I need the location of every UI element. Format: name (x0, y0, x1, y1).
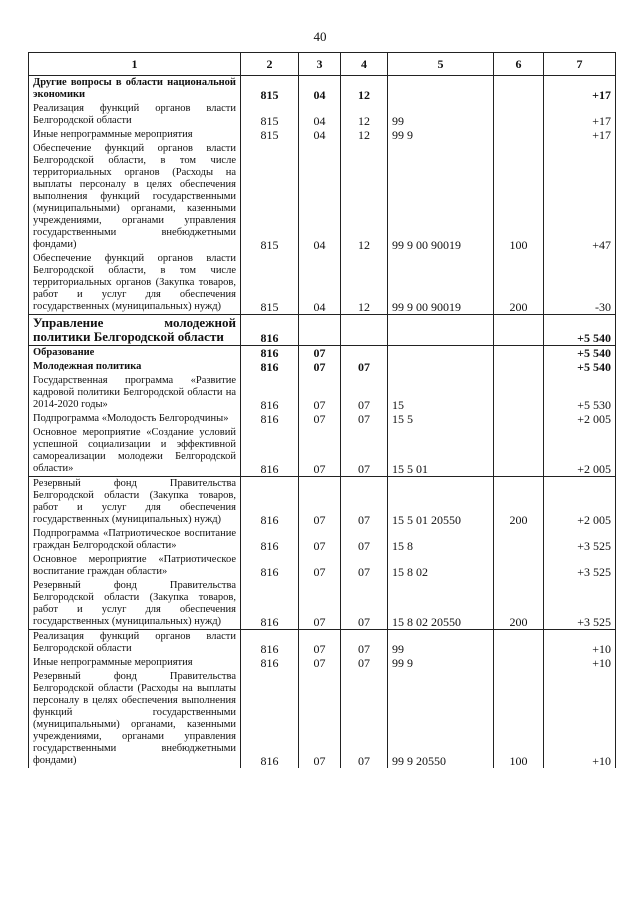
row-c2-cell: 816 (241, 670, 299, 768)
row-c7-cell: +47 (544, 142, 616, 252)
row-c7-cell: +17 (544, 128, 616, 142)
row-c5-cell (388, 346, 494, 361)
header-col-5: 5 (388, 53, 494, 76)
row-c3-cell: 04 (299, 252, 341, 315)
table-row (29, 477, 616, 528)
row-c2-cell: 816 (241, 477, 299, 528)
row-c6-cell (494, 315, 544, 346)
row-name-cell: Реализация функций органов власти Белгородской области (29, 102, 241, 128)
row-c4-cell: 07 (341, 477, 388, 528)
row-c7-cell: +2 005 (544, 426, 616, 477)
row-c2-cell: 815 (241, 102, 299, 128)
table-row (29, 553, 616, 579)
row-c3-cell: 07 (299, 553, 341, 579)
row-name-cell: Обеспечение функций органов власти Белгородской области, в том числе территориальных органов (Расходы на выплаты персоналу в целях обеспечения выполнения функций государственными (муниципальными) органами, казенными учреждениями, органами управления государственными внебюджетными фондами) (29, 142, 241, 252)
table-row (29, 656, 616, 670)
row-c4-cell: 12 (341, 102, 388, 128)
table-row (29, 360, 616, 374)
row-c7-cell: +3 525 (544, 553, 616, 579)
table-row (29, 76, 616, 103)
table-row (29, 412, 616, 426)
row-c5-cell (388, 360, 494, 374)
row-c4-cell: 07 (341, 670, 388, 768)
table-row (29, 374, 616, 412)
row-c3-cell: 07 (299, 412, 341, 426)
row-c2-cell: 816 (241, 656, 299, 670)
header-col-6: 6 (494, 53, 544, 76)
row-c5-cell: 99 9 (388, 656, 494, 670)
header-col-1: 1 (29, 53, 241, 76)
row-name-cell: Обеспечение функций органов власти Белгородской области, в том числе территориальных органов (Закупка товаров, работ и услуг для обеспечения государственных (муниципальных) нужд) (29, 252, 241, 315)
row-c3-cell: 04 (299, 76, 341, 103)
row-name-cell: Молодежная политика (29, 360, 241, 374)
row-c5-cell: 15 (388, 374, 494, 412)
row-c7-cell: +17 (544, 76, 616, 103)
row-name-cell: Образование (29, 346, 241, 361)
row-c7-cell: +5 540 (544, 315, 616, 346)
row-c4-cell: 07 (341, 656, 388, 670)
row-c4-cell: 12 (341, 142, 388, 252)
table-row (29, 142, 616, 252)
table-row (29, 579, 616, 630)
row-c3-cell: 07 (299, 346, 341, 361)
row-c3-cell: 07 (299, 374, 341, 412)
row-c6-cell (494, 360, 544, 374)
row-c5-cell: 15 5 (388, 412, 494, 426)
header-col-3: 3 (299, 53, 341, 76)
row-c5-cell: 99 (388, 630, 494, 657)
row-c2-cell: 816 (241, 426, 299, 477)
row-c7-cell: -30 (544, 252, 616, 315)
row-c7-cell: +5 530 (544, 374, 616, 412)
row-c4-cell: 07 (341, 630, 388, 657)
row-c3-cell: 07 (299, 656, 341, 670)
row-c6-cell (494, 527, 544, 553)
row-c6-cell (494, 128, 544, 142)
header-col-7: 7 (544, 53, 616, 76)
row-c7-cell: +3 525 (544, 527, 616, 553)
row-c5-cell: 99 9 00 90019 (388, 142, 494, 252)
table-row (29, 346, 616, 361)
row-name-cell: Управление молодежной политики Белгородской области (29, 315, 241, 346)
row-c2-cell: 816 (241, 553, 299, 579)
row-name-cell: Другие вопросы в области национальной экономики (29, 76, 241, 103)
row-c5-cell: 15 8 (388, 527, 494, 553)
row-c7-cell: +10 (544, 630, 616, 657)
row-name-cell: Основное мероприятие «Создание условий успешной социализации и эффективной самореализации молодежи Белгородской области» (29, 426, 241, 477)
row-c3-cell: 07 (299, 360, 341, 374)
header-row (29, 53, 616, 76)
table-row (29, 630, 616, 657)
row-name-cell: Иные непрограммные мероприятия (29, 128, 241, 142)
row-c6-cell: 100 (494, 142, 544, 252)
row-c7-cell: +3 525 (544, 579, 616, 630)
row-c6-cell (494, 426, 544, 477)
row-c6-cell (494, 630, 544, 657)
row-name-cell: Государственная программа «Развитие кадровой политики Белгородской области на 2014-2020 годы» (29, 374, 241, 412)
row-c7-cell: +2 005 (544, 477, 616, 528)
row-c2-cell: 816 (241, 579, 299, 630)
row-c6-cell (494, 346, 544, 361)
row-c4-cell: 07 (341, 374, 388, 412)
row-c2-cell: 816 (241, 412, 299, 426)
row-c2-cell: 816 (241, 315, 299, 346)
row-c4-cell: 12 (341, 76, 388, 103)
row-c6-cell (494, 76, 544, 103)
row-c2-cell: 816 (241, 527, 299, 553)
row-c2-cell: 816 (241, 630, 299, 657)
row-c2-cell: 815 (241, 142, 299, 252)
row-name-cell: Резервный фонд Правительства Белгородской области (Закупка товаров, работ и услуг для обеспечения государственных (муниципальных) нужд) (29, 579, 241, 630)
row-c3-cell: 07 (299, 477, 341, 528)
table-row (29, 426, 616, 477)
row-name-cell: Резервный фонд Правительства Белгородской области (Расходы на выплаты персоналу в целях обеспечения выполнения функций государственными (муниципальными) органами, казенными учреждениями, органами управления государственными внебюджетными фондами) (29, 670, 241, 768)
row-c6-cell (494, 553, 544, 579)
row-c6-cell: 200 (494, 252, 544, 315)
row-c3-cell: 04 (299, 142, 341, 252)
row-c7-cell: +5 540 (544, 346, 616, 361)
row-c4-cell: 12 (341, 252, 388, 315)
row-c5-cell: 15 8 02 (388, 553, 494, 579)
row-c3-cell: 07 (299, 579, 341, 630)
row-c5-cell: 99 (388, 102, 494, 128)
row-c5-cell: 15 5 01 (388, 426, 494, 477)
row-c5-cell: 99 9 (388, 128, 494, 142)
row-c7-cell: +5 540 (544, 360, 616, 374)
row-c5-cell: 15 5 01 20550 (388, 477, 494, 528)
row-c5-cell (388, 315, 494, 346)
row-c2-cell: 816 (241, 360, 299, 374)
row-c6-cell (494, 374, 544, 412)
row-c4-cell: 12 (341, 128, 388, 142)
table-row (29, 102, 616, 128)
row-c6-cell (494, 412, 544, 426)
row-c6-cell (494, 102, 544, 128)
row-name-cell: Реализация функций органов власти Белгородской области (29, 630, 241, 657)
row-c2-cell: 815 (241, 76, 299, 103)
row-c3-cell: 04 (299, 128, 341, 142)
row-c2-cell: 816 (241, 374, 299, 412)
header-col-2: 2 (241, 53, 299, 76)
row-c3-cell: 07 (299, 630, 341, 657)
row-c6-cell: 200 (494, 579, 544, 630)
row-c3-cell: 07 (299, 670, 341, 768)
row-c4-cell: 07 (341, 553, 388, 579)
row-c3-cell: 07 (299, 426, 341, 477)
row-name-cell: Резервный фонд Правительства Белгородской области (Закупка товаров, работ и услуг для обеспечения государственных (муниципальных) нужд) (29, 477, 241, 528)
row-name-cell: Подпрограмма «Патриотическое воспитание граждан Белгородской области» (29, 527, 241, 553)
table-row (29, 315, 616, 346)
row-c2-cell: 815 (241, 128, 299, 142)
row-c5-cell: 99 9 20550 (388, 670, 494, 768)
table-row (29, 128, 616, 142)
page-number: 40 (313, 29, 327, 44)
row-c7-cell: +10 (544, 670, 616, 768)
row-c5-cell (388, 76, 494, 103)
table-row (29, 670, 616, 768)
row-c5-cell: 99 9 00 90019 (388, 252, 494, 315)
row-c3-cell (299, 315, 341, 346)
row-c7-cell: +17 (544, 102, 616, 128)
table-row (29, 252, 616, 315)
row-c4-cell (341, 315, 388, 346)
row-c3-cell: 07 (299, 527, 341, 553)
row-c2-cell: 816 (241, 346, 299, 361)
row-c4-cell: 07 (341, 527, 388, 553)
header-col-4: 4 (341, 53, 388, 76)
budget-table (28, 52, 616, 768)
row-c3-cell: 04 (299, 102, 341, 128)
row-c6-cell (494, 656, 544, 670)
row-c4-cell: 07 (341, 426, 388, 477)
row-name-cell: Основное мероприятие «Патриотическое воспитание граждан области» (29, 553, 241, 579)
row-c4-cell: 07 (341, 412, 388, 426)
row-name-cell: Иные непрограммные мероприятия (29, 656, 241, 670)
table-row (29, 527, 616, 553)
row-c6-cell: 200 (494, 477, 544, 528)
row-c4-cell: 07 (341, 579, 388, 630)
row-c6-cell: 100 (494, 670, 544, 768)
row-c4-cell (341, 346, 388, 361)
row-name-cell: Подпрограмма «Молодость Белгородчины» (29, 412, 241, 426)
row-c7-cell: +10 (544, 656, 616, 670)
row-c7-cell: +2 005 (544, 412, 616, 426)
row-c5-cell: 15 8 02 20550 (388, 579, 494, 630)
row-c2-cell: 815 (241, 252, 299, 315)
row-c4-cell: 07 (341, 360, 388, 374)
